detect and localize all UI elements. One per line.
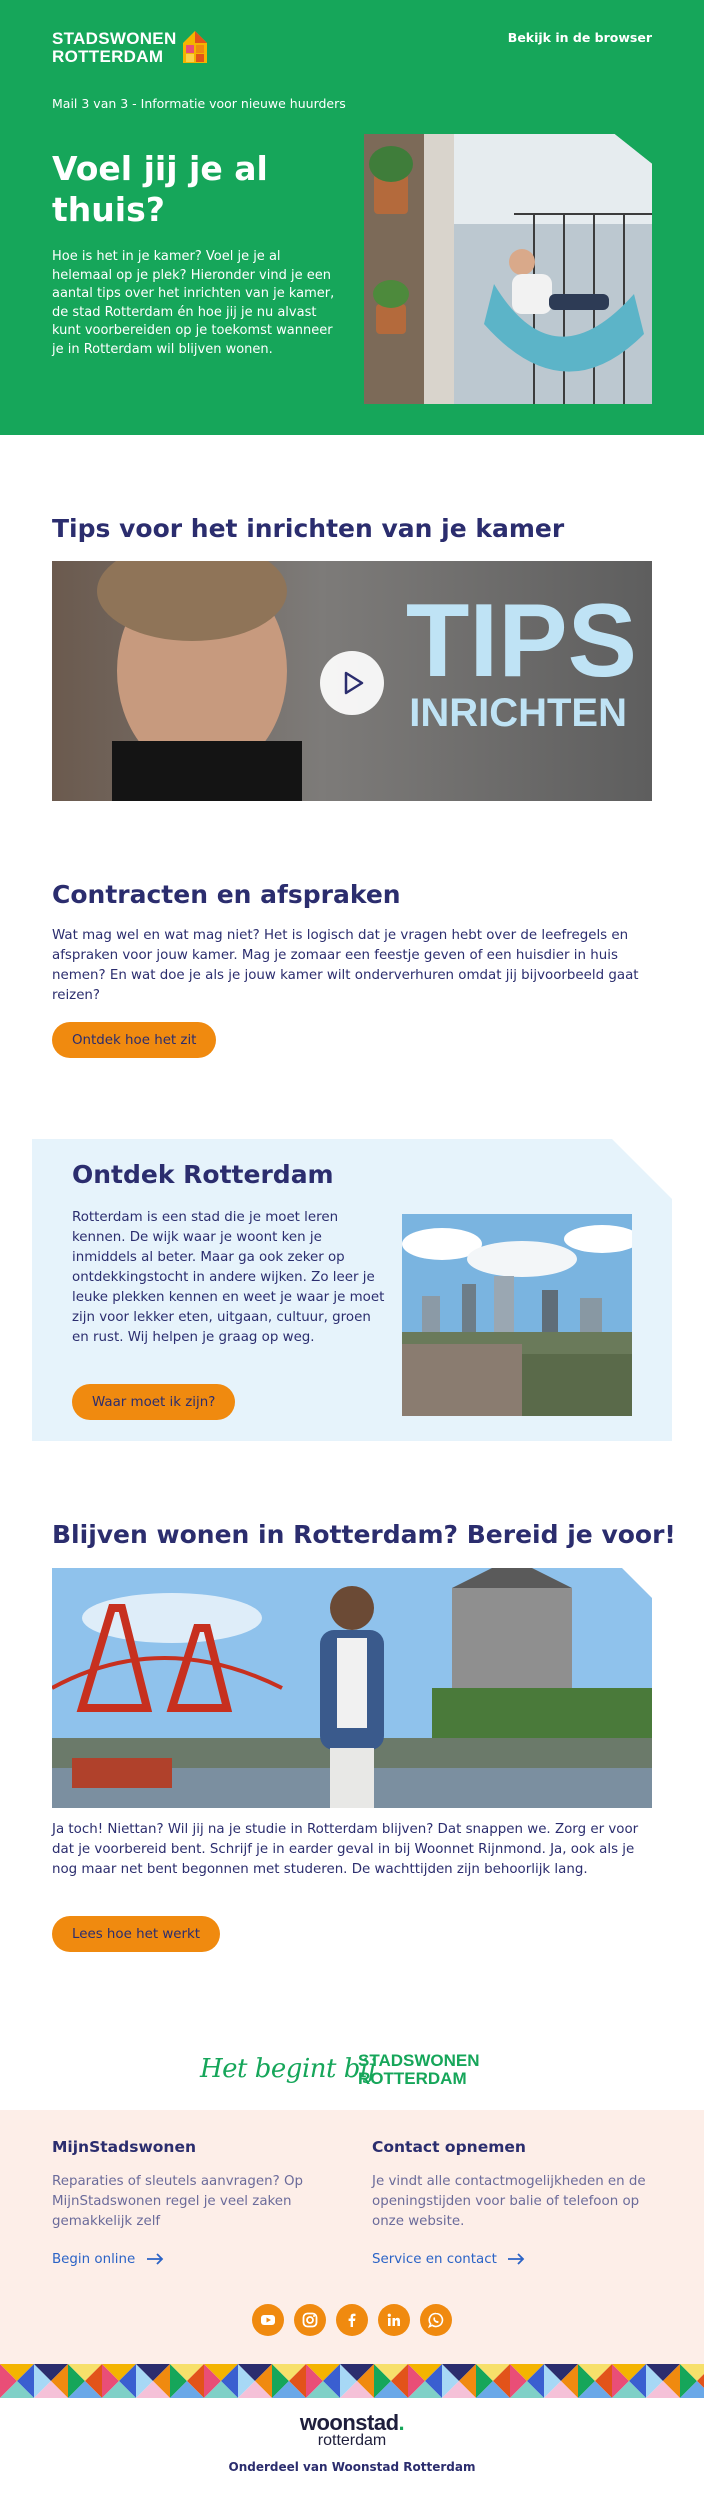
slogan-block — [200, 2050, 510, 2090]
slogan-brand-line-2: ROTTERDAM — [358, 2069, 467, 2088]
video-overlay-text-1: TIPS — [405, 583, 637, 699]
play-button[interactable] — [320, 651, 384, 715]
linkedin-icon[interactable] — [378, 2304, 410, 2336]
whatsapp-icon[interactable] — [420, 2304, 452, 2336]
hero-photo-hammock — [364, 134, 652, 404]
blijven-photo — [52, 1568, 652, 1808]
tips-title: Tips voor het inrichten van je kamer — [52, 514, 565, 543]
lees-hoe-het-werkt-button[interactable]: Lees hoe het werkt — [52, 1916, 220, 1952]
footer-mijnstadswonen-text: Reparaties of sleutels aanvragen? Op MijnStadswonen regel je veel zaken gemakkelijk zelf — [52, 2174, 303, 2229]
service-en-contact-label: Service en contact — [372, 2252, 497, 2267]
facebook-icon[interactable] — [336, 2304, 368, 2336]
footer-contact-title: Contact opnemen — [372, 2138, 526, 2156]
footer-contact-text: Je vindt alle contactmogelijkheden en de openingstijden voor balie of telefoon op onze website. — [372, 2174, 646, 2229]
mail-label: Mail 3 van 3 - Informatie voor nieuwe huurders — [52, 96, 346, 111]
begin-online-link[interactable] — [52, 2252, 164, 2267]
house-logo-icon — [182, 29, 208, 65]
logo-line-2: ROTTERDAM — [52, 47, 164, 66]
hero-section — [0, 0, 704, 435]
contracten-text: Wat mag wel en wat mag niet? Het is logisch dat je vragen hebt over de leefregels en afspraken voor jouw kamer. Mag je zomaar een feestje geven of een huisdier in huis nemen? En wat doe je als je jouw kamer wilt onderverhuren omdat jij bijvoorbeeld gaat reizen? — [52, 928, 639, 1003]
woonstad-logo[interactable]: woonstad. rotterdam — [290, 2410, 414, 2450]
service-en-contact-link[interactable] — [372, 2252, 525, 2267]
ontdek-hoe-het-zit-button[interactable]: Ontdek hoe het zit — [52, 1022, 216, 1058]
woonstad-logo-line-2: rotterdam — [317, 2432, 387, 2449]
slogan-script: Het begint bij — [200, 2054, 376, 2084]
arrow-right-icon — [146, 2253, 164, 2265]
rotterdam-city-photo — [402, 1214, 632, 1416]
hero-intro: Hoe is het in je kamer? Voel je je al helemaal op je plek? Hieronder vind je een aantal tips over het inrichten van je kamer, de stad Rotterdam én hoe jij je nu alvast kunt voorbereiden op je toekomst wanneer je in Rotterdam wil blijven wonen. — [52, 249, 335, 357]
blijven-text: Ja toch! Niettan? Wil jij na je studie in Rotterdam blijven? Dat snappen we. Zorg er voor dat je voorbereid bent. Schrijf je in earder geval in bij Woonnet Rijnmond. Ja, ook als je nog maar net bent begonnen met studeren. De wachttijden zijn behoorlijk lang. — [52, 1822, 639, 1877]
contracten-title: Contracten en afspraken — [52, 880, 401, 909]
play-icon — [342, 671, 366, 695]
onderdeel-text: Onderdeel van Woonstad Rotterdam — [228, 2460, 476, 2474]
woonstad-logo-line-1: woonstad — [299, 2410, 399, 2435]
waar-moet-ik-zijn-button[interactable]: Waar moet ik zijn? — [72, 1384, 235, 1420]
stadswonen-logo[interactable] — [52, 30, 177, 66]
blijven-title: Blijven wonen in Rotterdam? Bereid je voor! — [52, 1520, 676, 1549]
logo-line-1: STADSWONEN — [52, 29, 177, 48]
hero-title: Voel jij je al thuis? — [52, 149, 268, 229]
slogan-brand-line-1: STADSWONEN — [358, 2051, 480, 2070]
instagram-icon[interactable] — [294, 2304, 326, 2336]
youtube-icon[interactable] — [252, 2304, 284, 2336]
decorative-pattern-strip — [0, 2364, 704, 2398]
arrow-right-icon — [507, 2253, 525, 2265]
ontdek-text: Rotterdam is een stad die je moet leren kennen. De wijk waar je woont ken je inmiddels al beter. Maar ga ook zeker op ontdekkingstocht in andere wijken. Zo leer je leuke plekken kennen en weet je waar je moet zijn voor lekker eten, uitgaan, cultuur, groen en rust. Wij helpen je graag op weg. — [72, 1210, 385, 1345]
view-in-browser-link[interactable]: Bekijk in de browser — [507, 30, 652, 45]
begin-online-label: Begin online — [52, 2252, 136, 2267]
ontdek-title: Ontdek Rotterdam — [72, 1160, 334, 1189]
video-overlay-text-2: INRICHTEN — [409, 691, 627, 735]
slogan-brand-logo — [358, 2052, 480, 2088]
footer-mijnstadswonen-title: MijnStadswonen — [52, 2138, 196, 2156]
